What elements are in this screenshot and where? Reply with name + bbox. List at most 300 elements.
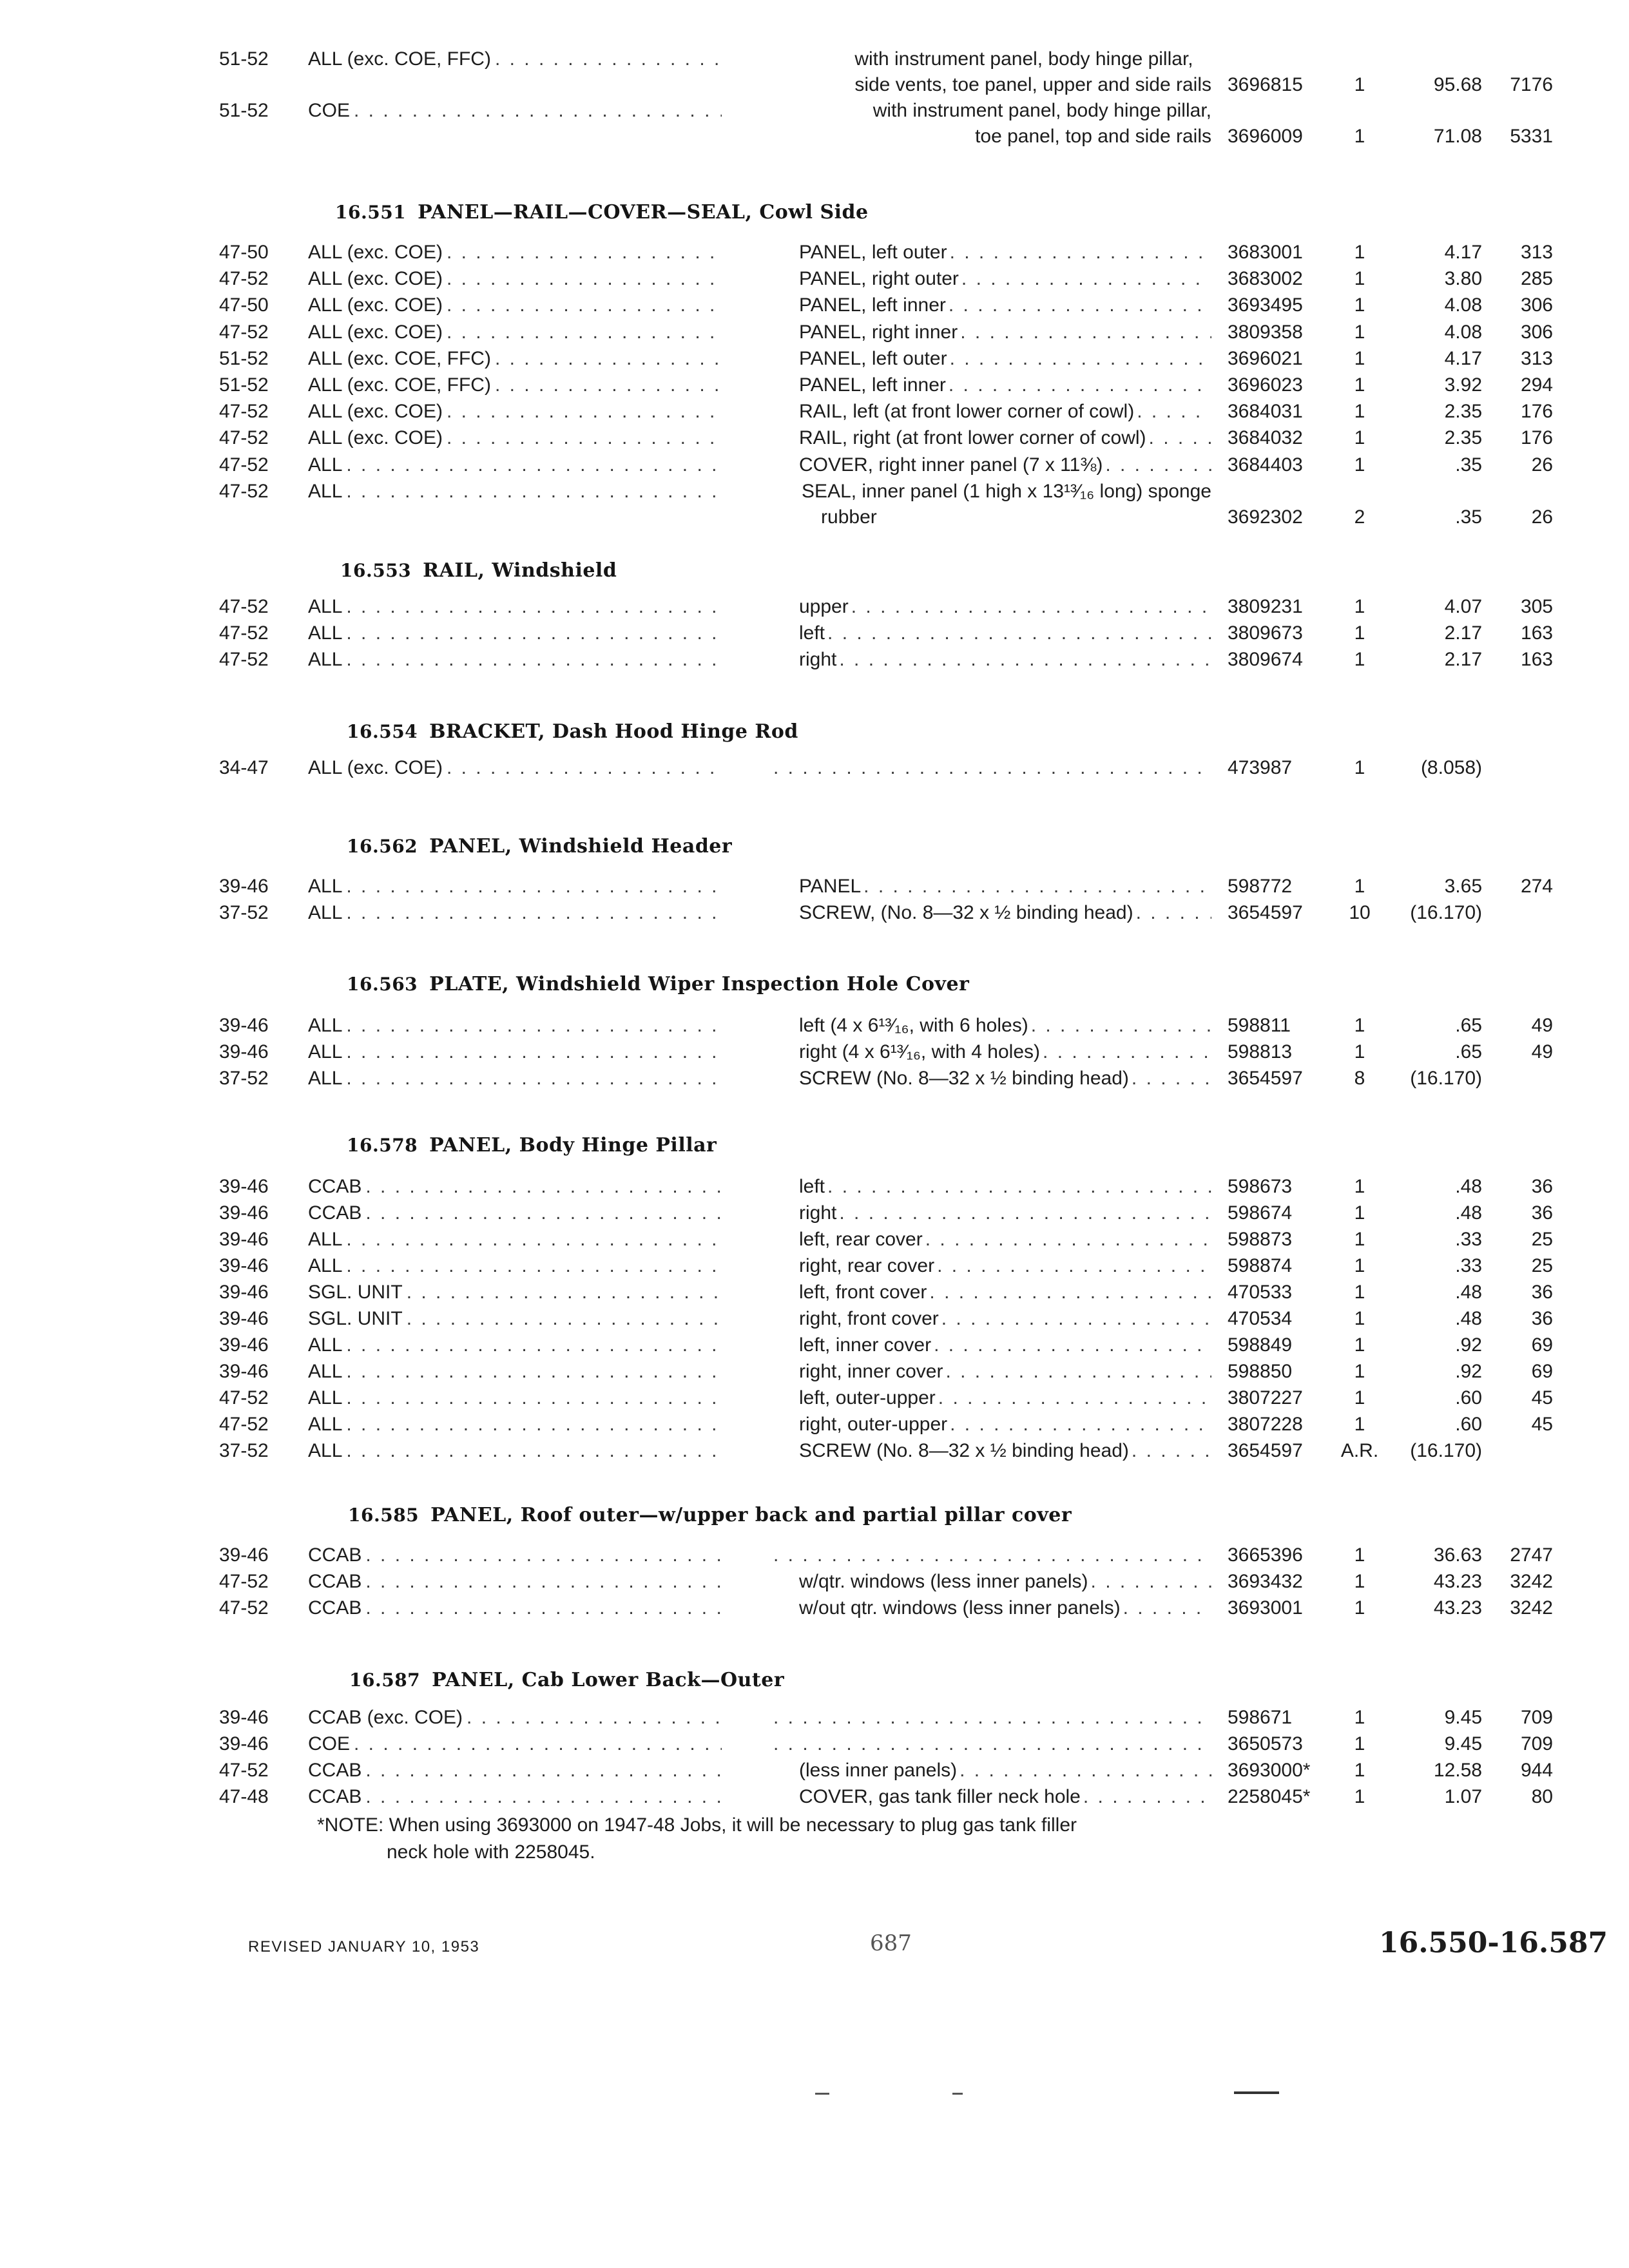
- description-line: w/qtr. windows (less inner panels): [799, 1571, 1088, 1592]
- part-description: [799, 900, 1133, 926]
- part-description: [799, 1280, 927, 1305]
- dot-leader: [346, 900, 722, 926]
- quantity: 1: [1354, 649, 1365, 670]
- dot-leader: [959, 1758, 1211, 1783]
- dot-leader: [346, 620, 722, 646]
- description-line: PANEL, right inner: [799, 322, 958, 343]
- table-row: [0, 900, 1629, 926]
- table-row: [0, 1200, 1629, 1226]
- part-description: [799, 399, 1134, 425]
- year-range: 47-52: [219, 481, 269, 502]
- dot-leader: [1132, 1066, 1211, 1091]
- year-range: 39-46: [219, 1229, 269, 1250]
- scan-artifact: [1234, 2091, 1279, 2094]
- section-heading: [348, 1504, 1072, 1526]
- description-line: COVER, right inner panel (7 x 11⅜): [799, 454, 1103, 476]
- list-price: 71.08: [1433, 126, 1482, 147]
- year-range: 37-52: [219, 1440, 269, 1461]
- list-price: (16.170): [1410, 1440, 1482, 1461]
- quantity: 1: [1354, 876, 1365, 897]
- shipping-weight: 25: [1531, 1229, 1553, 1250]
- dot-leader: [934, 1332, 1211, 1358]
- quantity: A.R.: [1340, 1440, 1379, 1461]
- part-description: [802, 479, 1231, 530]
- shipping-weight: 45: [1531, 1414, 1553, 1435]
- list-price: (16.170): [1410, 1068, 1482, 1089]
- part-number: 3807228: [1228, 1414, 1303, 1435]
- quantity: 1: [1354, 1041, 1365, 1062]
- list-price: .65: [1455, 1015, 1482, 1036]
- part-description: [799, 320, 958, 345]
- dot-leader: [773, 1705, 1211, 1731]
- year-range: 47-52: [219, 1597, 269, 1619]
- table-row: [0, 620, 1629, 646]
- dot-leader: [346, 1013, 722, 1039]
- shipping-weight: 26: [1531, 506, 1553, 528]
- dot-leader: [937, 1253, 1211, 1279]
- part-number: 473987: [1228, 757, 1293, 778]
- dot-leader: [949, 293, 1211, 318]
- description-line: right, front cover: [799, 1308, 939, 1329]
- model-applicability: CCAB: [308, 1544, 362, 1566]
- dot-leader: [354, 98, 722, 124]
- dot-leader: [941, 1306, 1211, 1332]
- list-price: .65: [1455, 1041, 1482, 1062]
- description-line: RAIL, right (at front lower corner of cowl): [799, 427, 1146, 448]
- part-description: [799, 620, 825, 646]
- shipping-weight: 69: [1531, 1361, 1553, 1382]
- shipping-weight: 45: [1531, 1387, 1553, 1408]
- part-number: 3693001: [1228, 1597, 1303, 1619]
- quantity: 1: [1354, 74, 1365, 95]
- description-line: w/out qtr. windows (less inner panels): [799, 1597, 1121, 1619]
- part-description: [799, 1013, 1028, 1039]
- quantity: 1: [1354, 596, 1365, 617]
- part-number: 598674: [1228, 1202, 1293, 1224]
- year-range: 39-46: [219, 1282, 269, 1303]
- dot-leader: [365, 1784, 722, 1810]
- shipping-weight: 306: [1520, 322, 1553, 343]
- quantity: 1: [1354, 1176, 1365, 1197]
- dot-leader: [938, 1385, 1211, 1411]
- dot-leader: [950, 240, 1211, 265]
- year-range: 39-46: [219, 1544, 269, 1566]
- dot-leader: [925, 1227, 1211, 1253]
- part-number: 3809673: [1228, 622, 1303, 644]
- shipping-weight: 36: [1531, 1308, 1553, 1329]
- year-range: 39-46: [219, 1707, 269, 1728]
- model-applicability: ALL: [308, 454, 343, 476]
- table-row: [0, 1174, 1629, 1200]
- quantity: 1: [1354, 427, 1365, 448]
- table-row: [0, 399, 1629, 425]
- section-heading: [335, 201, 869, 224]
- table-row: [0, 266, 1629, 292]
- dot-leader: [447, 399, 722, 425]
- model-applicability: ALL (exc. COE, FFC): [308, 374, 491, 396]
- model-applicability: ALL (exc. COE, FFC): [308, 48, 491, 70]
- year-range: 39-46: [219, 1361, 269, 1382]
- part-description: [799, 293, 946, 318]
- dot-leader: [1031, 1013, 1211, 1039]
- description-line: SCREW (No. 8—32 x ½ binding head): [799, 1068, 1129, 1089]
- model-applicability: ALL: [308, 649, 343, 670]
- dot-leader: [447, 293, 722, 318]
- table-row: [0, 1705, 1629, 1731]
- description-line: right: [799, 1202, 837, 1224]
- shipping-weight: 3242: [1510, 1571, 1553, 1592]
- description-line: right: [799, 649, 837, 670]
- part-description: [799, 1039, 1040, 1065]
- part-number: 470533: [1228, 1282, 1293, 1303]
- dot-leader: [346, 1227, 722, 1253]
- description-line: left, front cover: [799, 1282, 927, 1303]
- note-line: *NOTE: When using 3693000 on 1947-48 Jobs, it will be necessary to plug gas tank filler: [317, 1814, 1077, 1836]
- description-line: PANEL, left inner: [799, 294, 946, 316]
- year-range: 39-46: [219, 1015, 269, 1036]
- dot-leader: [346, 479, 722, 505]
- list-price: .92: [1455, 1334, 1482, 1356]
- quantity: 1: [1354, 1707, 1365, 1728]
- model-applicability: ALL: [308, 1361, 343, 1382]
- model-applicability: ALL: [308, 596, 343, 617]
- description-line: toe panel, top and side rails: [975, 126, 1211, 147]
- part-number: 3693495: [1228, 294, 1303, 316]
- year-range: 39-46: [219, 1308, 269, 1329]
- list-price: (16.170): [1410, 902, 1482, 923]
- table-row: [0, 1758, 1629, 1783]
- part-description: [799, 874, 861, 899]
- year-range: 47-52: [219, 1414, 269, 1435]
- model-applicability: ALL (exc. COE): [308, 401, 443, 422]
- description-line: PANEL, left inner: [799, 374, 946, 396]
- table-row: [0, 372, 1629, 398]
- model-applicability: ALL: [308, 1229, 343, 1250]
- dot-leader: [365, 1542, 722, 1568]
- model-applicability: COE: [308, 100, 351, 121]
- year-range: 39-46: [219, 1176, 269, 1197]
- part-number: 470534: [1228, 1308, 1293, 1329]
- model-applicability: ALL: [308, 1255, 343, 1276]
- shipping-weight: 305: [1520, 596, 1553, 617]
- table-row: [0, 1013, 1629, 1039]
- description-line: PANEL: [799, 876, 862, 897]
- dot-leader: [839, 1200, 1211, 1226]
- list-price: .48: [1455, 1308, 1482, 1329]
- model-applicability: CCAB: [308, 1571, 362, 1592]
- quantity: 1: [1354, 1387, 1365, 1408]
- part-description: [873, 98, 1211, 149]
- part-number: 3665396: [1228, 1544, 1303, 1566]
- dot-leader: [495, 372, 722, 398]
- quantity: 1: [1354, 1414, 1365, 1435]
- part-number: 3684031: [1228, 401, 1303, 422]
- section-title: PANEL—RAIL—COVER—SEAL, Cowl Side: [418, 201, 869, 224]
- list-price: 36.63: [1433, 1544, 1482, 1566]
- part-number: 3650573: [1228, 1733, 1303, 1754]
- quantity: 1: [1354, 242, 1365, 263]
- year-range: 47-52: [219, 427, 269, 448]
- shipping-weight: 294: [1520, 374, 1553, 396]
- table-row: [0, 1306, 1629, 1332]
- table-row: [0, 1569, 1629, 1595]
- quantity: 1: [1354, 1255, 1365, 1276]
- part-number: 3683002: [1228, 268, 1303, 289]
- dot-leader: [495, 46, 722, 72]
- list-price: 95.68: [1433, 74, 1482, 95]
- part-description: [854, 46, 1211, 98]
- list-price: 1.07: [1444, 1786, 1482, 1807]
- year-range: 39-46: [219, 1255, 269, 1276]
- model-applicability: CCAB (exc. COE): [308, 1707, 463, 1728]
- part-description: [799, 1438, 1129, 1464]
- table-row: [0, 1731, 1629, 1757]
- part-description: [799, 346, 947, 372]
- dot-leader: [346, 452, 722, 478]
- year-range: 47-52: [219, 1571, 269, 1592]
- list-price: 2.17: [1444, 649, 1482, 670]
- quantity: 1: [1354, 1361, 1365, 1382]
- shipping-weight: 36: [1531, 1282, 1553, 1303]
- dot-leader: [773, 1542, 1211, 1568]
- shipping-weight: 313: [1520, 242, 1553, 263]
- dot-leader: [863, 874, 1211, 899]
- dot-leader: [1123, 1595, 1211, 1621]
- part-number: 598873: [1228, 1229, 1293, 1250]
- list-price: .48: [1455, 1176, 1482, 1197]
- part-number: 3807227: [1228, 1387, 1303, 1408]
- table-row: [0, 874, 1629, 899]
- quantity: 10: [1349, 902, 1371, 923]
- part-description: [799, 1174, 825, 1200]
- list-price: 43.23: [1433, 1597, 1482, 1619]
- quantity: 1: [1354, 1571, 1365, 1592]
- table-row: [0, 320, 1629, 345]
- table-row: [0, 594, 1629, 620]
- model-applicability: ALL: [308, 1334, 343, 1356]
- dot-leader: [346, 1039, 722, 1065]
- part-description: [799, 1253, 934, 1279]
- section-number: 16.551: [335, 202, 407, 223]
- part-number: 598813: [1228, 1041, 1293, 1062]
- quantity: 1: [1354, 374, 1365, 396]
- dot-leader: [407, 1306, 722, 1332]
- model-applicability: ALL: [308, 1387, 343, 1408]
- part-description: [799, 1784, 1081, 1810]
- part-description: [799, 1569, 1088, 1595]
- year-range: 47-50: [219, 294, 269, 316]
- model-applicability: ALL: [308, 1041, 343, 1062]
- section-heading: [347, 720, 798, 743]
- description-line: COVER, gas tank filler neck hole: [799, 1786, 1081, 1807]
- quantity: 1: [1354, 348, 1365, 369]
- model-applicability: ALL: [308, 481, 343, 502]
- quantity: 1: [1354, 268, 1365, 289]
- quantity: 1: [1354, 1544, 1365, 1566]
- dot-leader: [929, 1280, 1211, 1305]
- dot-leader: [773, 755, 1211, 781]
- part-number: 3809358: [1228, 322, 1303, 343]
- year-range: 39-46: [219, 1733, 269, 1754]
- year-range: 37-52: [219, 1068, 269, 1089]
- table-row: [0, 346, 1629, 372]
- model-applicability: SGL. UNIT: [308, 1308, 403, 1329]
- dot-leader: [346, 1359, 722, 1385]
- table-row: [0, 240, 1629, 265]
- part-number: 3696009: [1228, 126, 1303, 147]
- model-applicability: CCAB: [308, 1202, 362, 1224]
- shipping-weight: 80: [1531, 1786, 1553, 1807]
- part-number: 3684032: [1228, 427, 1303, 448]
- model-applicability: ALL (exc. COE): [308, 757, 443, 778]
- part-number: 3654597: [1228, 902, 1303, 923]
- part-number: 3696815: [1228, 74, 1303, 95]
- year-range: 34-47: [219, 757, 269, 778]
- shipping-weight: 36: [1531, 1202, 1553, 1224]
- section-title: PLATE, Windshield Wiper Inspection Hole Cover: [429, 973, 970, 995]
- scan-artifact: [815, 2093, 829, 2095]
- list-price: 3.80: [1444, 268, 1482, 289]
- list-price: .48: [1455, 1282, 1482, 1303]
- part-description: [799, 594, 849, 620]
- part-description: [799, 240, 947, 265]
- table-row: [0, 1066, 1629, 1091]
- part-number: 598811: [1228, 1015, 1291, 1036]
- table-row: [0, 755, 1629, 781]
- dot-leader: [949, 372, 1211, 398]
- shipping-weight: 306: [1520, 294, 1553, 316]
- section-title: PANEL, Body Hinge Pillar: [429, 1134, 717, 1157]
- part-number: 598671: [1228, 1707, 1293, 1728]
- description-line: left: [799, 622, 825, 644]
- dot-leader: [447, 320, 722, 345]
- dot-leader: [839, 647, 1211, 673]
- note-line: neck hole with 2258045.: [387, 1841, 595, 1863]
- part-description: [799, 425, 1146, 451]
- part-number: 598850: [1228, 1361, 1293, 1382]
- list-price: .35: [1455, 506, 1482, 528]
- part-description: [799, 1200, 836, 1226]
- section-heading: [340, 559, 617, 582]
- dot-leader: [365, 1200, 722, 1226]
- table-row: [0, 1359, 1629, 1385]
- year-range: 39-46: [219, 1041, 269, 1062]
- model-applicability: ALL: [308, 1068, 343, 1089]
- year-range: 47-52: [219, 1760, 269, 1781]
- description-line: right, outer-upper: [799, 1414, 948, 1435]
- shipping-weight: 5331: [1510, 126, 1553, 147]
- part-description: [799, 1066, 1129, 1091]
- quantity: 1: [1354, 1733, 1365, 1754]
- quantity: 1: [1354, 322, 1365, 343]
- section-number: 16.563: [347, 974, 418, 995]
- section-range: 16.550-16.587: [1379, 1927, 1608, 1959]
- part-number: 598772: [1228, 876, 1293, 897]
- section-heading: [349, 1669, 784, 1691]
- dot-leader: [346, 594, 722, 620]
- description-line: side vents, toe panel, upper and side rails: [854, 74, 1211, 95]
- description-line: left: [799, 1176, 825, 1197]
- dot-leader: [346, 647, 722, 673]
- year-range: 47-52: [219, 1387, 269, 1408]
- quantity: 2: [1354, 506, 1365, 528]
- section-heading: [347, 973, 969, 995]
- year-range: 39-46: [219, 1334, 269, 1356]
- model-applicability: SGL. UNIT: [308, 1282, 403, 1303]
- table-row: [0, 1332, 1629, 1358]
- model-applicability: ALL (exc. COE): [308, 427, 443, 448]
- quantity: 1: [1354, 1597, 1365, 1619]
- description-line: right (4 x 6¹³⁄₁₆, with 4 holes): [799, 1041, 1041, 1062]
- table-row: [0, 1385, 1629, 1411]
- model-applicability: ALL (exc. COE): [308, 242, 443, 263]
- shipping-weight: 176: [1520, 401, 1553, 422]
- dot-leader: [1105, 452, 1211, 478]
- model-applicability: CCAB: [308, 1760, 362, 1781]
- quantity: 1: [1354, 1760, 1365, 1781]
- part-number: 598849: [1228, 1334, 1293, 1356]
- part-description: [799, 647, 836, 673]
- part-description: [799, 1385, 936, 1411]
- section-number: 16.553: [340, 560, 412, 581]
- dot-leader: [447, 425, 722, 451]
- section-title: PANEL, Cab Lower Back—Outer: [432, 1669, 785, 1691]
- quantity: 1: [1354, 1334, 1365, 1356]
- table-row: [0, 1542, 1629, 1568]
- year-range: 51-52: [219, 100, 269, 121]
- shipping-weight: 285: [1520, 268, 1553, 289]
- table-row: [0, 1438, 1629, 1464]
- dot-leader: [407, 1280, 722, 1305]
- description-line: SEAL, inner panel (1 high x 13¹³⁄₁₆ long) sponge: [802, 481, 1211, 502]
- year-range: 47-52: [219, 622, 269, 644]
- year-range: 47-50: [219, 242, 269, 263]
- part-number: 3654597: [1228, 1440, 1303, 1461]
- part-number: 3809674: [1228, 649, 1303, 670]
- section-title: PANEL, Windshield Header: [429, 835, 733, 858]
- table-row: [0, 425, 1629, 451]
- year-range: 51-52: [219, 374, 269, 396]
- list-price: 2.35: [1444, 401, 1482, 422]
- dot-leader: [827, 1174, 1211, 1200]
- description-line: RAIL, left (at front lower corner of cowl): [799, 401, 1135, 422]
- dot-leader: [1043, 1039, 1211, 1065]
- dot-leader: [960, 320, 1211, 345]
- quantity: 1: [1354, 1308, 1365, 1329]
- model-applicability: ALL: [308, 1414, 343, 1435]
- dot-leader: [950, 346, 1211, 372]
- list-price: .60: [1455, 1414, 1482, 1435]
- shipping-weight: 274: [1520, 876, 1553, 897]
- part-description: [799, 1412, 947, 1437]
- dot-leader: [346, 1066, 722, 1091]
- part-number: 3696021: [1228, 348, 1303, 369]
- shipping-weight: 36: [1531, 1176, 1553, 1197]
- list-price: .48: [1455, 1202, 1482, 1224]
- dot-leader: [961, 266, 1211, 292]
- year-range: 47-52: [219, 322, 269, 343]
- model-applicability: ALL: [308, 902, 343, 923]
- model-applicability: ALL: [308, 1015, 343, 1036]
- table-row: [0, 46, 1629, 98]
- description-line: with instrument panel, body hinge pillar,: [854, 48, 1193, 70]
- section-heading: [347, 835, 732, 858]
- quantity: 1: [1354, 126, 1365, 147]
- year-range: 39-46: [219, 1202, 269, 1224]
- section-title: RAIL, Windshield: [423, 559, 617, 582]
- dot-leader: [365, 1758, 722, 1783]
- shipping-weight: 69: [1531, 1334, 1553, 1356]
